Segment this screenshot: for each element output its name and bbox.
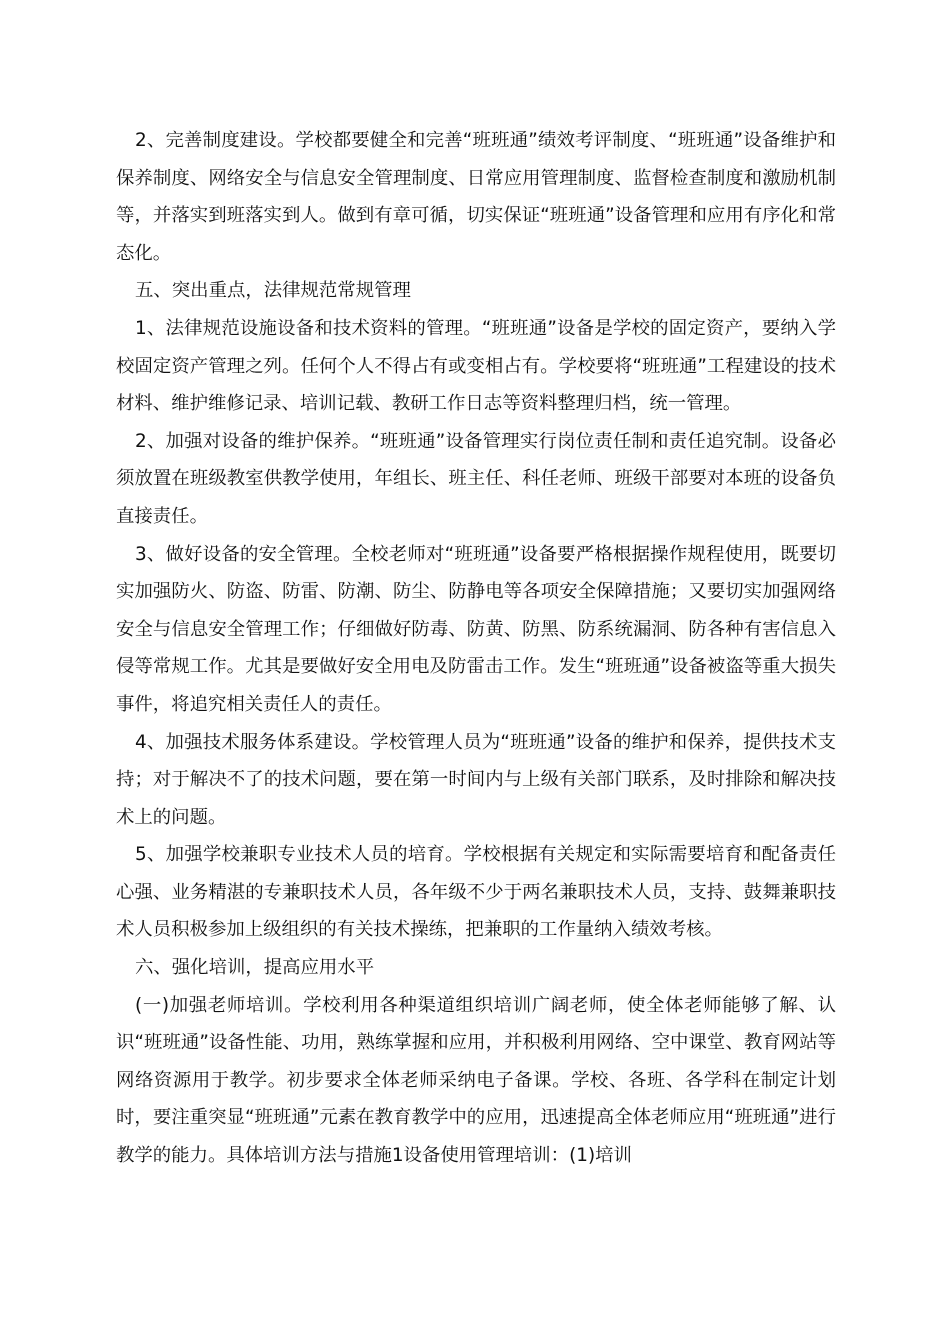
- paragraph-tech-service: 4、加强技术服务体系建设。学校管理人员为“班班通”设备的维护和保养，提供技术支持；对于解决不了的技术问题，要在第一时间内与上级有关部门联系，及时排除和解决技术上的问题。: [116, 731, 836, 828]
- paragraph-staff-training: 5、加强学校兼职专业技术人员的培育。学校根据有关规定和实际需要培育和配备责任心强、业务精湛的专兼职技术人员，各年级不少于两名兼职技术人员，支持、鼓舞兼职技术人员积极参加上级组织的有关技术操练，把兼职的工作量纳入绩效考核。: [116, 844, 836, 941]
- paragraph-asset-management: 1、法律规范设施设备和技术资料的管理。“班班通”设备是学校的固定资产，要纳入学校固定资产管理之列。任何个人不得占有或变相占有。学校要将“班班通”工程建设的技术材料、维护维修记录、培训记载、教研工作日志等资料整理归档，统一管理。: [116, 317, 836, 415]
- document-body: [116, 122, 836, 1175]
- paragraph-teacher-training: (一)加强老师培训。学校利用各种渠道组织培训广阔老师，使全体老师能够了解、认识“班班通”设备性能、功用，熟练掌握和应用，并积极利用网络、空中课堂、教育网站等网络资源用于教学。初步要求全体老师采纳电子备课。学校、各班、各学科在制定计划时，要注重突显“班班通”元素在教育教学中的应用，迅速提高全体老师应用“班班通”进行教学的能力。具体培训方法与措施1设备使用管理培训：(1)培训: [116, 994, 836, 1167]
- paragraph-system-construction: 2、完善制度建设。学校都要健全和完善“班班通”绩效考评制度、“班班通”设备维护和保养制度、网络安全与信息安全管理制度、日常应用管理制度、监督检查制度和激励机制等，并落实到班落实到人。做到有章可循，切实保证“班班通”设备管理和应用有序化和常态化。: [116, 130, 836, 264]
- section-heading-five: 五、突出重点，法律规范常规管理: [135, 280, 411, 302]
- paragraph-safety-management: 3、做好设备的安全管理。全校老师对“班班通”设备要严格根据操作规程使用，既要切实加强防火、防盗、防雷、防潮、防尘、防静电等各项安全保障措施；又要切实加强网络安全与信息安全管理工作；仔细做好防毒、防黄、防黑、防系统漏洞、防各种有害信息入侵等常规工作。尤其是要做好安全用电及防雷击工作。发生“班班通”设备被盗等重大损失事件，将追究相关责任人的责任。: [116, 543, 836, 715]
- section-heading-six: 六、强化培训，提高应用水平: [135, 957, 375, 979]
- paragraph-maintenance: 2、加强对设备的维护保养。“班班通”设备管理实行岗位责任制和责任追究制。设备必须放置在班级教室供教学使用，年组长、班主任、科任老师、班级干部要对本班的设备负直接责任。: [116, 430, 836, 527]
